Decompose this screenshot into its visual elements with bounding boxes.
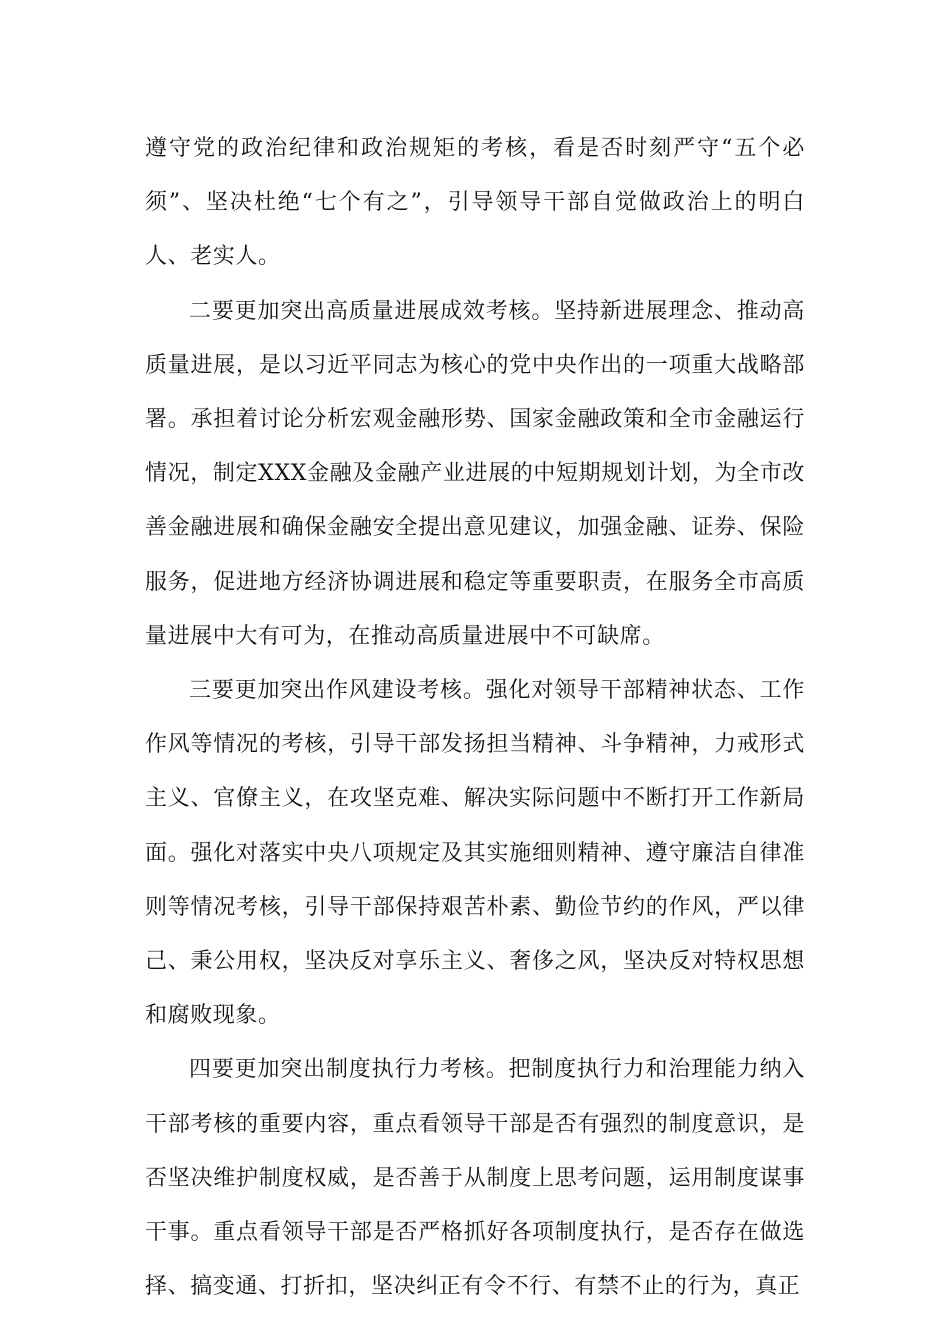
document-body [145,122,805,1314]
paragraph-continuation: 遵守党的政治纪律和政治规矩的考核，看是否时刻严守“五个必须”、坚决杜绝“七个有之”，引导领导干部自觉做政治上的明白人、老实人。 [145,136,805,270]
paragraph-work-style: 三要更加突出作风建设考核。强化对领导干部精神状态、工作作风等情况的考核，引导干部发扬担当精神、斗争精神，力戒形式主义、官僚主义，在攻坚克难、解决实际问题中不断打开工作新局面。强化对落实中央八项规定及其实施细则精神、遵守廉洁自律准则等情况考核，引导干部保持艰苦朴素、勤俭节约的作风，严以律己、秉公用权，坚决反对享乐主义、奢侈之风，坚决反对特权思想和腐败现象。 [145,678,805,1029]
paragraph-system-execution: 四要更加突出制度执行力考核。把制度执行力和治理能力纳入干部考核的重要内容，重点看领导干部是否有强烈的制度意识，是否坚决维护制度权威，是否善于从制度上思考问题，运用制度谋事干事。重点看领导干部是否严格抓好各项制度执行，是否存在做选择、搞变通、打折扣，坚决纠正有令不行、有禁不止的行为，真正 [145,1057,805,1300]
paragraph-high-quality-development: 二要更加突出高质量进展成效考核。坚持新进展理念、推动高质量进展，是以习近平同志为核心的党中央作出的一项重大战略部署。承担着讨论分析宏观金融形势、国家金融政策和全市金融运行情况，制定XXX金融及金融产业进展的中短期规划计划，为全市改善金融进展和确保金融安全提出意见建议，加强金融、证券、保险服务，促进地方经济协调进展和稳定等重要职责，在服务全市高质量进展中大有可为，在推动高质量进展中不可缺席。 [145,298,805,649]
